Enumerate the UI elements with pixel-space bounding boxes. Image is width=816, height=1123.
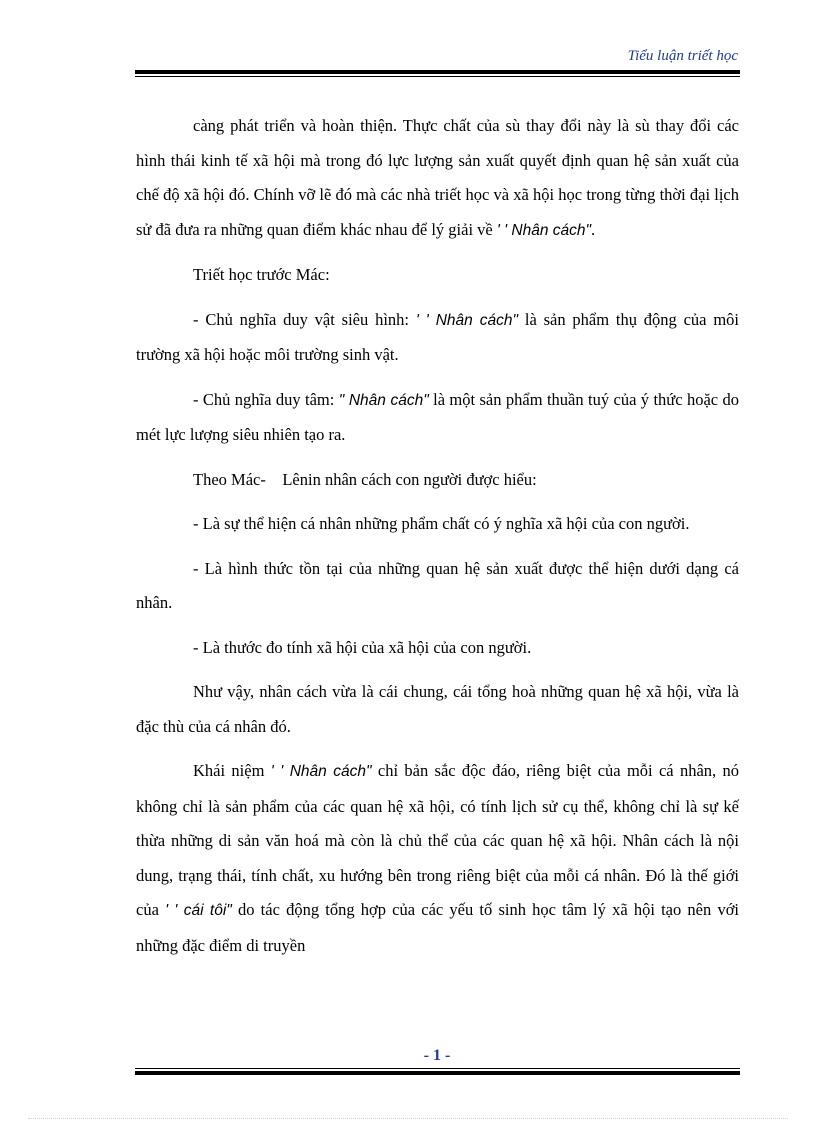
paragraph-7: - Là hình thức tồn tại của những quan hệ sản xuất được thể hiện dưới dạng cá nhân. — [136, 558, 739, 612]
paragraph-6: - Là sự thể hiện cá nhân những phẩm chất có ý nghĩa xã hội của con người. — [193, 514, 690, 533]
header-title: Tiểu luận triết học — [627, 48, 738, 64]
quoted-term: ' ' Nhân cách" — [415, 311, 519, 329]
quoted-term: ' ' cái tôi" — [165, 902, 232, 919]
paragraph-10: Khái niệm ' ' Nhân cách" chỉ bản sắc độc đáo, riêng biệt của mỗi cá nhân, nó không chỉ là sản phẩm của các quan hệ xã hội, có tính lịch sử cụ thể, không chỉ là sự kế thừa những di sản văn hoá mà còn là chủ thể của các quan hệ xã hội. Nhân cách là nội dung, trạng thái, tính chất, xu hướng bên trong riêng biệt của mỗi cá nhân. Đó là thế giới của ' ' cái tôi" do tác động tổng hợp của các yếu tố sinh học tâm lý xã hội tạo nên với những đặc điểm di truyền — [136, 761, 740, 955]
quoted-term: ' ' Nhân cách" — [270, 763, 372, 780]
page-number: - 1 - — [423, 1047, 451, 1064]
header-rule-thin — [135, 76, 740, 77]
header-rule-thick — [135, 70, 740, 74]
paragraph-1: càng phát triển và hoàn thiện. Thực chất của sù thay đổi này là sù thay đổi các hình thái kinh tế xã hội mà trong đó lực lượng sản xuất quyết định quan hệ sản xuất của chế độ xã hội đó. Chính vỡ lẽ đó mà các nhà triết học và xã hội học trong từng thời đại lịch sử đã đưa ra những quan điểm khác nhau để lý giải về ' ' Nhân cách". — [136, 116, 739, 239]
page-edge-dotted-line — [28, 1118, 788, 1119]
paragraph-9: Như vậy, nhân cách vừa là cái chung, cái tổng hoà những quan hệ xã hội, vừa là đặc thù của cá nhân đó. — [136, 682, 739, 736]
footer-rule-thin — [135, 1068, 740, 1069]
paragraph-8: - Là thước đo tính xã hội của xã hội của con người. — [193, 637, 532, 657]
quoted-term: " Nhân cách" — [338, 391, 429, 409]
paragraph-5: Theo Mác- Lênin nhân cách con người được hiểu: — [193, 469, 537, 489]
quoted-term: ' ' Nhân cách" — [496, 221, 591, 239]
paragraph-2: Triết học trước Mác: — [193, 265, 330, 284]
footer-rule-thick — [135, 1071, 740, 1075]
paragraph-4: - Chủ nghĩa duy tâm: " Nhân cách" là một sản phẩm thuần tuý của ý thức hoặc do mét lực lượng siêu nhiên tạo ra. — [136, 389, 739, 444]
body-text — [136, 109, 739, 963]
paragraph-3: - Chủ nghĩa duy vật siêu hình: ' ' Nhân cách" là sản phẩm thụ động của môi trường xã hội hoặc môi trường sinh vật. — [136, 309, 739, 364]
